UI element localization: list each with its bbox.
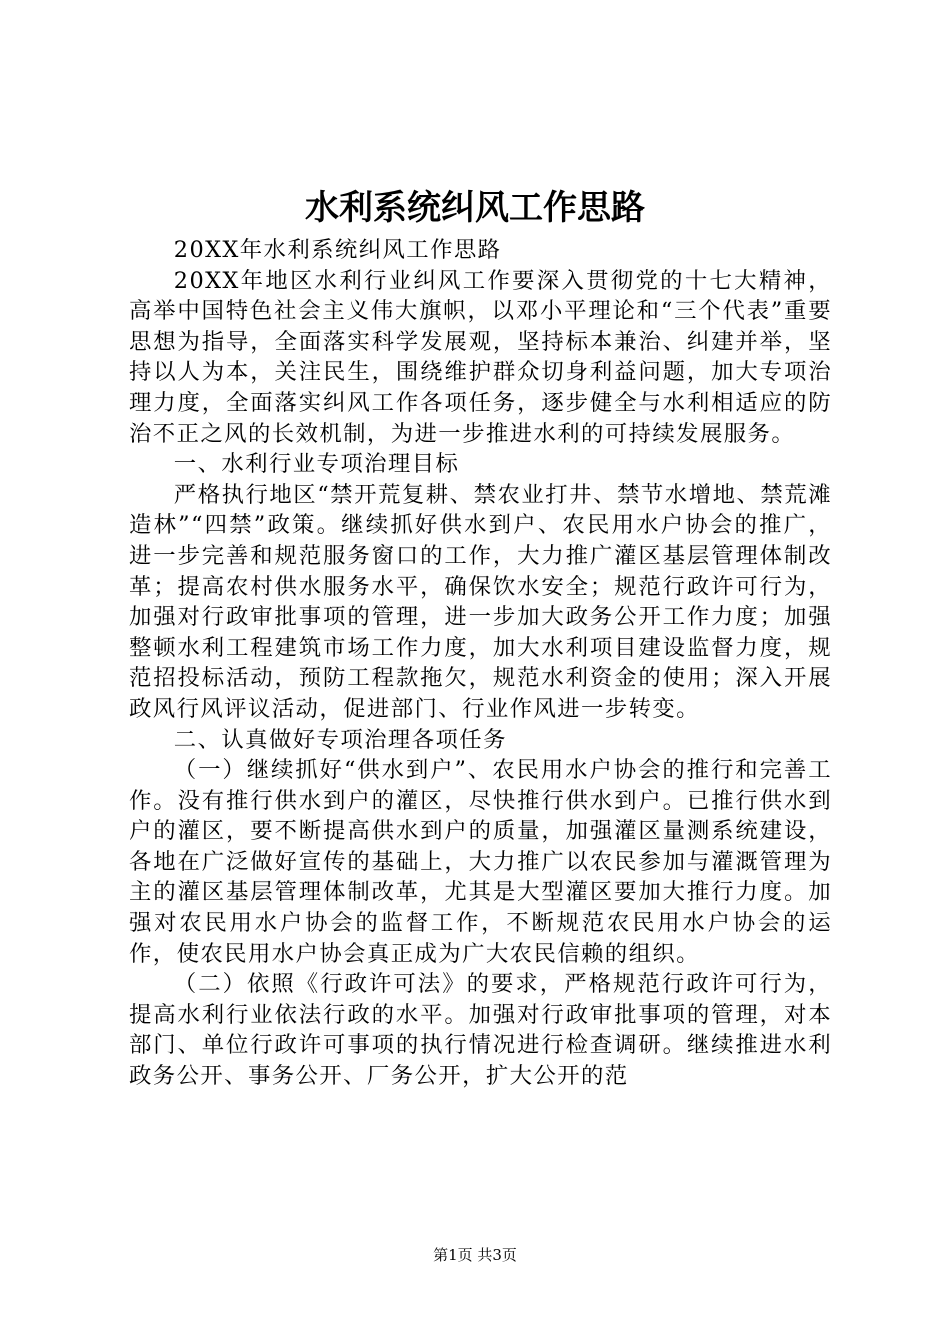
document-body	[129, 235, 832, 1092]
paragraph-task-1: （一）继续抓好“供水到户”、农民用水户协会的推行和完善工作。没有推行供水到户的灌区，尽快推行供水到户。已推行供水到户的灌区，要不断提高供水到户的质量，加强灌区量测系统建设，各地在广泛做好宣传的基础上，大力推广以农民参加与灌溉管理为主的灌区基层管理体制改革，尤其是大型灌区要加大推行力度。加强对农民用水户协会的监督工作，不断规范农民用水户协会的运作，使农民用水户协会真正成为广大农民信赖的组织。	[129, 757, 832, 967]
section-heading-1: 一、水利行业专项治理目标	[173, 451, 460, 478]
paragraph-goals: 严格执行地区“禁开荒复耕、禁农业打井、禁节水增地、禁荒滩造林”“四禁”政策。继续抓好供水到户、农民用水户协会的推广，进一步完善和规范服务窗口的工作，大力推广灌区基层管理体制改革；提高农村供水服务水平，确保饮水安全；规范行政许可行为，加强对行政审批事项的管理，进一步加大政务公开工作力度；加强整顿水利工程建筑市场工作力度，加大水利项目建设监督力度，规范招投标活动，预防工程款拖欠，规范水利资金的使用；深入开展政风行风评议活动，促进部门、行业作风进一步转变。	[129, 481, 832, 722]
document-title: 水利系统纠风工作思路	[305, 188, 645, 228]
page-footer: 第1页 共3页	[433, 1246, 517, 1264]
section-heading-2: 二、认真做好专项治理各项任务	[173, 726, 507, 753]
paragraph-subtitle: 20XX年水利系统纠风工作思路	[173, 237, 502, 263]
paragraph-intro: 20XX年地区水利行业纠风工作要深入贯彻党的十七大精神，高举中国特色社会主义伟大旗帜，以邓小平理论和“三个代表”重要思想为指导，全面落实科学发展观，坚持标本兼治、纠建并举，坚持以人为本，关注民生，围绕维护群众切身利益问题，加大专项治理力度，全面落实纠风工作各项任务，逐步健全与水利相适应的防治不正之风的长效机制，为进一步推进水利的可持续发展服务。	[129, 267, 832, 447]
paragraph-task-2: （二）依照《行政许可法》的要求，严格规范行政许可行为，提高水利行业依法行政的水平。加强对行政审批事项的管理，对本部门、单位行政许可事项的执行情况进行检查调研。继续推进水利政务公开、事务公开、厂务公开，扩大公开的范	[129, 971, 832, 1090]
